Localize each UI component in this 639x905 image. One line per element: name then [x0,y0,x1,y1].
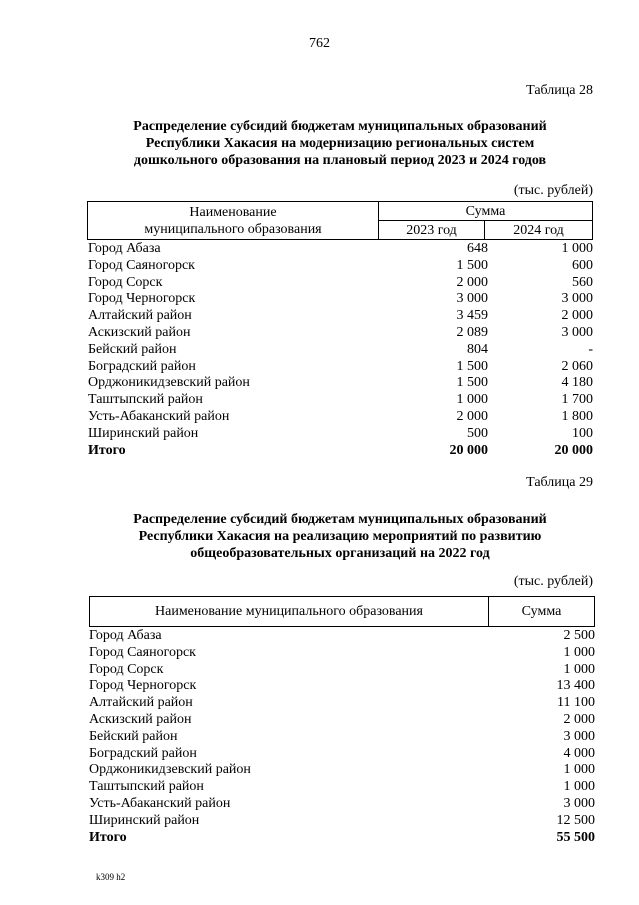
table29-title-line: общеобразовательных организаций на 2022 год [190,546,490,561]
row-name: Аскизский район [89,711,192,727]
table29-units: (тыс. рублей) [513,574,593,589]
table-row [89,695,595,712]
table-row [89,779,595,796]
row-name: Орджоникидзевский район [88,375,250,391]
row-name: Алтайский район [89,695,193,711]
row-name: Город Сорск [89,661,164,677]
table28-units: (тыс. рублей) [513,183,593,198]
value-sum: 3 000 [563,795,595,811]
value-sum: 1 000 [563,762,595,778]
page-number: 762 [309,36,330,51]
row-name: Боградский район [89,745,197,761]
row-name: Город Черногорск [89,678,197,694]
row-name: Орджоникидзевский район [89,762,251,778]
value-2024: 3 000 [561,291,593,307]
value-2023: 1 500 [456,257,488,273]
footer-code: k309 h2 [96,872,126,882]
row-name: Город Саяногорск [89,644,196,660]
table28-header-name-line1: Наименование [189,204,277,220]
row-name: Итого [88,442,126,458]
value-sum: 4 000 [563,745,595,761]
table28-header-2023: 2023 год [379,221,485,240]
value-2024: 1 700 [561,392,593,408]
table28-title-line: Распределение субсидий бюджетам муниципальных образований [133,119,547,134]
table-row [88,308,593,325]
value-2024: 4 180 [561,375,593,391]
table28-header-2024: 2024 год [485,221,593,240]
row-name: Таштыпский район [89,779,204,795]
table-row [88,426,593,443]
table28-title-line: дошкольного образования на плановый период 2023 и 2024 годов [133,153,547,168]
row-name: Город Саяногорск [88,257,195,273]
total-row [89,830,595,847]
table29-label: Таблица 29 [526,475,593,490]
table29-header-name: Наименование муниципального образования [90,597,489,627]
value-2023: 2 089 [456,324,488,340]
value-2023: 3 459 [456,308,488,324]
row-name: Город Сорск [88,274,163,290]
table-row [89,712,595,729]
value-2024: - [588,341,593,357]
row-name: Усть-Абаканский район [88,408,230,424]
table29-header [89,596,595,627]
value-2023: 1 500 [456,375,488,391]
value-2023: 1 000 [456,392,488,408]
value-sum: 55 500 [556,829,595,845]
value-2023: 500 [467,425,488,441]
value-sum: 11 100 [557,695,595,711]
value-2024: 1 800 [561,408,593,424]
row-name: Таштыпский район [88,392,203,408]
table-row [88,359,593,376]
table28-header-sum: Сумма [379,202,593,221]
table-row [89,645,595,662]
table-row [88,241,593,258]
table28-header-name-line2: муниципального образования [144,221,322,237]
row-name: Город Абаза [89,628,162,643]
table28-label: Таблица 28 [526,83,593,98]
table-row [89,762,595,779]
table-row [89,746,595,763]
table-row [88,375,593,392]
table-row [88,409,593,426]
table-row [88,275,593,292]
table29-body [89,628,595,846]
table-row [88,325,593,342]
table-row [89,796,595,813]
value-2024: 1 000 [561,241,593,256]
row-name: Ширинский район [88,425,199,441]
row-name: Бейский район [88,341,177,357]
table-row [89,729,595,746]
value-sum: 12 500 [556,812,595,828]
value-sum: 2 500 [563,628,595,643]
value-2023: 3 000 [456,291,488,307]
table28-header-name [88,202,379,240]
table-row [89,628,595,645]
table-row [88,258,593,275]
row-name: Боградский район [88,358,196,374]
table28-title [60,118,620,169]
row-name: Усть-Абаканский район [89,795,231,811]
row-name: Бейский район [89,728,178,744]
value-sum: 3 000 [563,728,595,744]
value-2024: 2 060 [561,358,593,374]
value-2023: 648 [467,241,488,256]
total-row [88,443,593,460]
table-row [88,392,593,409]
table29-header-sum: Сумма [489,597,595,627]
value-sum: 13 400 [556,678,595,694]
table-row [89,662,595,679]
row-name: Итого [89,829,127,845]
table28-title-line: Республики Хакасия на модернизацию региональных систем [145,136,535,151]
row-name: Город Абаза [88,241,161,256]
table29-title [60,511,620,562]
value-2024: 600 [572,257,593,273]
value-sum: 1 000 [563,779,595,795]
value-2023: 2 000 [456,408,488,424]
table29-title-line: Распределение субсидий бюджетам муниципальных образований [133,512,547,527]
value-2023: 2 000 [456,274,488,290]
row-name: Аскизский район [88,324,191,340]
value-2024: 20 000 [554,442,593,458]
table-row [88,342,593,359]
value-sum: 2 000 [563,711,595,727]
value-2023: 804 [467,341,488,357]
table28-body [88,241,593,459]
table-row [89,813,595,830]
row-name: Город Черногорск [88,291,196,307]
row-name: Алтайский район [88,308,192,324]
value-2024: 560 [572,274,593,290]
value-2024: 2 000 [561,308,593,324]
value-sum: 1 000 [563,661,595,677]
table29-title-line: Республики Хакасия на реализацию мероприятий по развитию [138,529,542,544]
table28-header [87,201,593,240]
value-sum: 1 000 [563,644,595,660]
table-row [88,291,593,308]
value-2024: 3 000 [561,324,593,340]
table-row [89,678,595,695]
row-name: Ширинский район [89,812,200,828]
value-2023: 1 500 [456,358,488,374]
value-2024: 100 [572,425,593,441]
value-2023: 20 000 [449,442,488,458]
